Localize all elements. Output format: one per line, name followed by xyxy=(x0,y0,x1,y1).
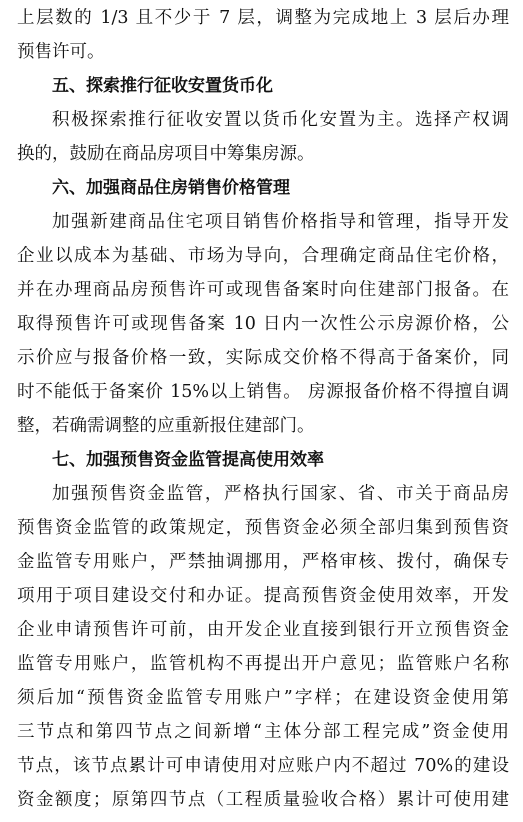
body-text-line: 示价应与报备价格一致，实际成交价格不得高于备案价，同 xyxy=(17,348,509,368)
section-heading-7: 七、加强预售资金监管提高使用效率 xyxy=(52,450,324,470)
body-text-line: 积极探索推行征收安置以货币化安置为主。选择产权调 xyxy=(52,110,509,130)
body-text-line: 预售资金监管的政策规定，预售资金必须全部归集到预售资 xyxy=(17,518,509,538)
body-text-line: 企业以成本为基础、市场为导向，合理确定商品住宅价格， xyxy=(17,246,509,266)
section-heading-6: 六、加强商品住房销售价格管理 xyxy=(52,178,290,198)
body-text-line: 项用于项目建设交付和办证。提高预售资金使用效率，开发 xyxy=(17,586,509,606)
body-text-line: 上层数的 1/3 且不少于 7 层，调整为完成地上 3 层后办理 xyxy=(17,8,509,28)
body-text-line: 须后加“预售资金监管专用账户”字样；在建设资金使用第 xyxy=(17,688,509,708)
body-text-line: 金监管专用账户，严禁抽调挪用，严格审核、拨付，确保专 xyxy=(17,552,509,572)
body-text-line: 换的，鼓励在商品房项目中筹集房源。 xyxy=(17,144,315,164)
body-text-line: 三节点和第四节点之间新增“主体分部工程完成”资金使用 xyxy=(17,722,509,742)
body-text-line: 监管专用账户，监管机构不再提出开户意见；监管账户名称 xyxy=(17,654,509,674)
body-text-line: 加强新建商品住宅项目销售价格指导和管理，指导开发 xyxy=(52,212,509,232)
body-text-line: 节点，该节点累计可申请使用对应账户内不超过 70%的建设 xyxy=(17,756,509,776)
body-text-line: 时不能低于备案价 15%以上销售。 房源报备价格不得擅自调 xyxy=(17,382,509,402)
body-text-line: 取得预售许可或现售备案 10 日内一次性公示房源价格，公 xyxy=(17,314,509,334)
body-text-line: 资金额度；原第四节点（工程质量验收合格）累计可使用建 xyxy=(17,790,509,810)
body-text-line: 加强预售资金监管，严格执行国家、省、市关于商品房 xyxy=(52,484,509,504)
body-text-line: 整，若确需调整的应重新报住建部门。 xyxy=(17,416,315,436)
body-text-line: 企业申请预售许可前，由开发企业直接到银行开立预售资金 xyxy=(17,620,509,640)
section-heading-5: 五、探索推行征收安置货币化 xyxy=(52,76,273,96)
body-text-line: 并在办理商品房预售许可或现售备案时向住建部门报备。在 xyxy=(17,280,509,300)
body-text-line: 预售许可。 xyxy=(17,42,105,62)
